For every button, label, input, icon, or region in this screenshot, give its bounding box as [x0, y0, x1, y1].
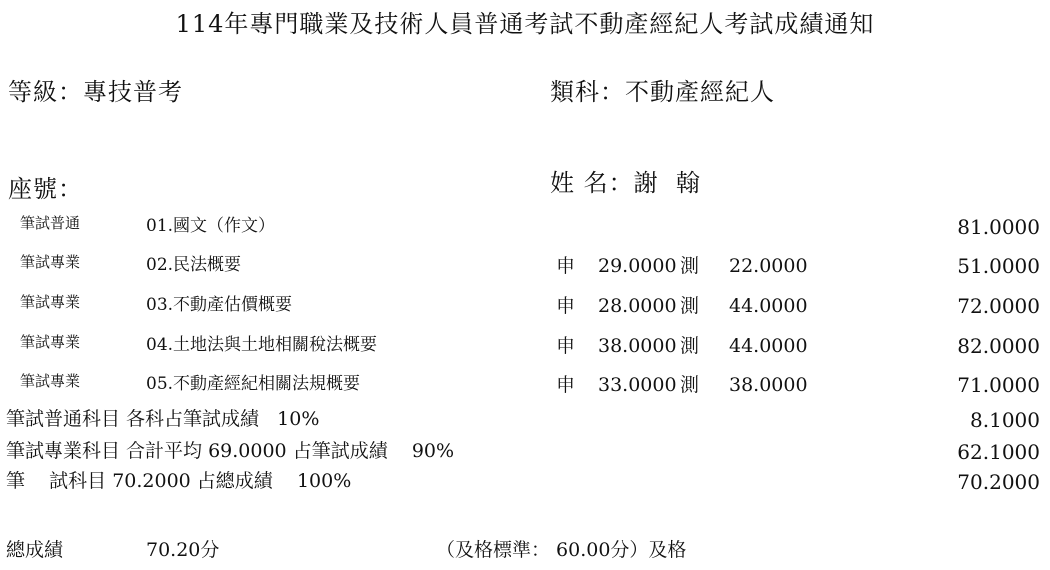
subject-name: 01.國文（作文）: [146, 216, 276, 236]
subject-name: 02.民法概要: [146, 255, 242, 275]
name-label: 姓 名：謝 翰: [550, 169, 701, 197]
exam-type: 筆試專業: [20, 372, 81, 390]
subject-score: 72.0000: [957, 294, 1040, 318]
summary-row: [0, 442, 1050, 464]
summary-score: 8.1000: [970, 408, 1040, 432]
pass-standard: （及格標準： 60.00分）及格: [436, 539, 687, 561]
total-score-label: 總成績: [6, 539, 64, 561]
subject-name: 03.不動產估價概要: [146, 295, 293, 315]
subject-row: [0, 374, 1050, 396]
level-label: 等級：專技普考: [8, 78, 183, 106]
subject-name: 05.不動產經紀相關法規概要: [146, 374, 361, 394]
part-b-prefix: 測: [680, 295, 700, 317]
subject-row: [0, 255, 1050, 277]
summary-text: 筆 試科目 70.2000 占總成績 100%: [6, 470, 352, 492]
total-score-value: 70.20分: [146, 539, 220, 561]
part-a-prefix: 申: [556, 255, 576, 277]
part-b-score: 44.0000: [729, 295, 808, 317]
subject-row: [0, 216, 1050, 238]
exam-type: 筆試普通: [20, 214, 81, 232]
summary-row: [0, 472, 1050, 494]
summary-score: 62.1000: [957, 440, 1040, 464]
subject-score: 82.0000: [957, 334, 1040, 358]
subject-name: 04.土地法與土地相關稅法概要: [146, 335, 378, 355]
part-a-prefix: 申: [556, 374, 576, 396]
part-b-prefix: 測: [680, 374, 700, 396]
subject-score: 81.0000: [957, 215, 1040, 239]
part-b-score: 38.0000: [729, 374, 808, 396]
part-a-prefix: 申: [556, 335, 576, 357]
exam-type: 筆試專業: [20, 253, 81, 271]
part-b-score: 44.0000: [729, 335, 808, 357]
part-a-score: 33.0000: [598, 374, 677, 396]
part-b-prefix: 測: [680, 255, 700, 277]
summary-row: [0, 410, 1050, 432]
subject-row: [0, 335, 1050, 357]
subject-row: [0, 295, 1050, 317]
page-title: 114年專門職業及技術人員普通考試不動產經紀人考試成績通知: [175, 10, 875, 38]
seat-number-label: 座號：: [8, 175, 83, 203]
summary-score: 70.2000: [957, 470, 1040, 494]
subject-score: 51.0000: [957, 254, 1040, 278]
part-b-score: 22.0000: [729, 255, 808, 277]
exam-type: 筆試專業: [20, 293, 81, 311]
part-a-score: 28.0000: [598, 295, 677, 317]
exam-type: 筆試專業: [20, 333, 81, 351]
part-a-score: 29.0000: [598, 255, 677, 277]
summary-text: 筆試普通科目 各科占筆試成績 10%: [6, 408, 320, 430]
part-a-score: 38.0000: [598, 335, 677, 357]
part-a-prefix: 申: [556, 295, 576, 317]
subject-score: 71.0000: [957, 373, 1040, 397]
category-label: 類科：不動產經紀人: [550, 78, 775, 106]
summary-text: 筆試專業科目 合計平均 69.0000 占筆試成績 90%: [6, 440, 455, 462]
part-b-prefix: 測: [680, 335, 700, 357]
